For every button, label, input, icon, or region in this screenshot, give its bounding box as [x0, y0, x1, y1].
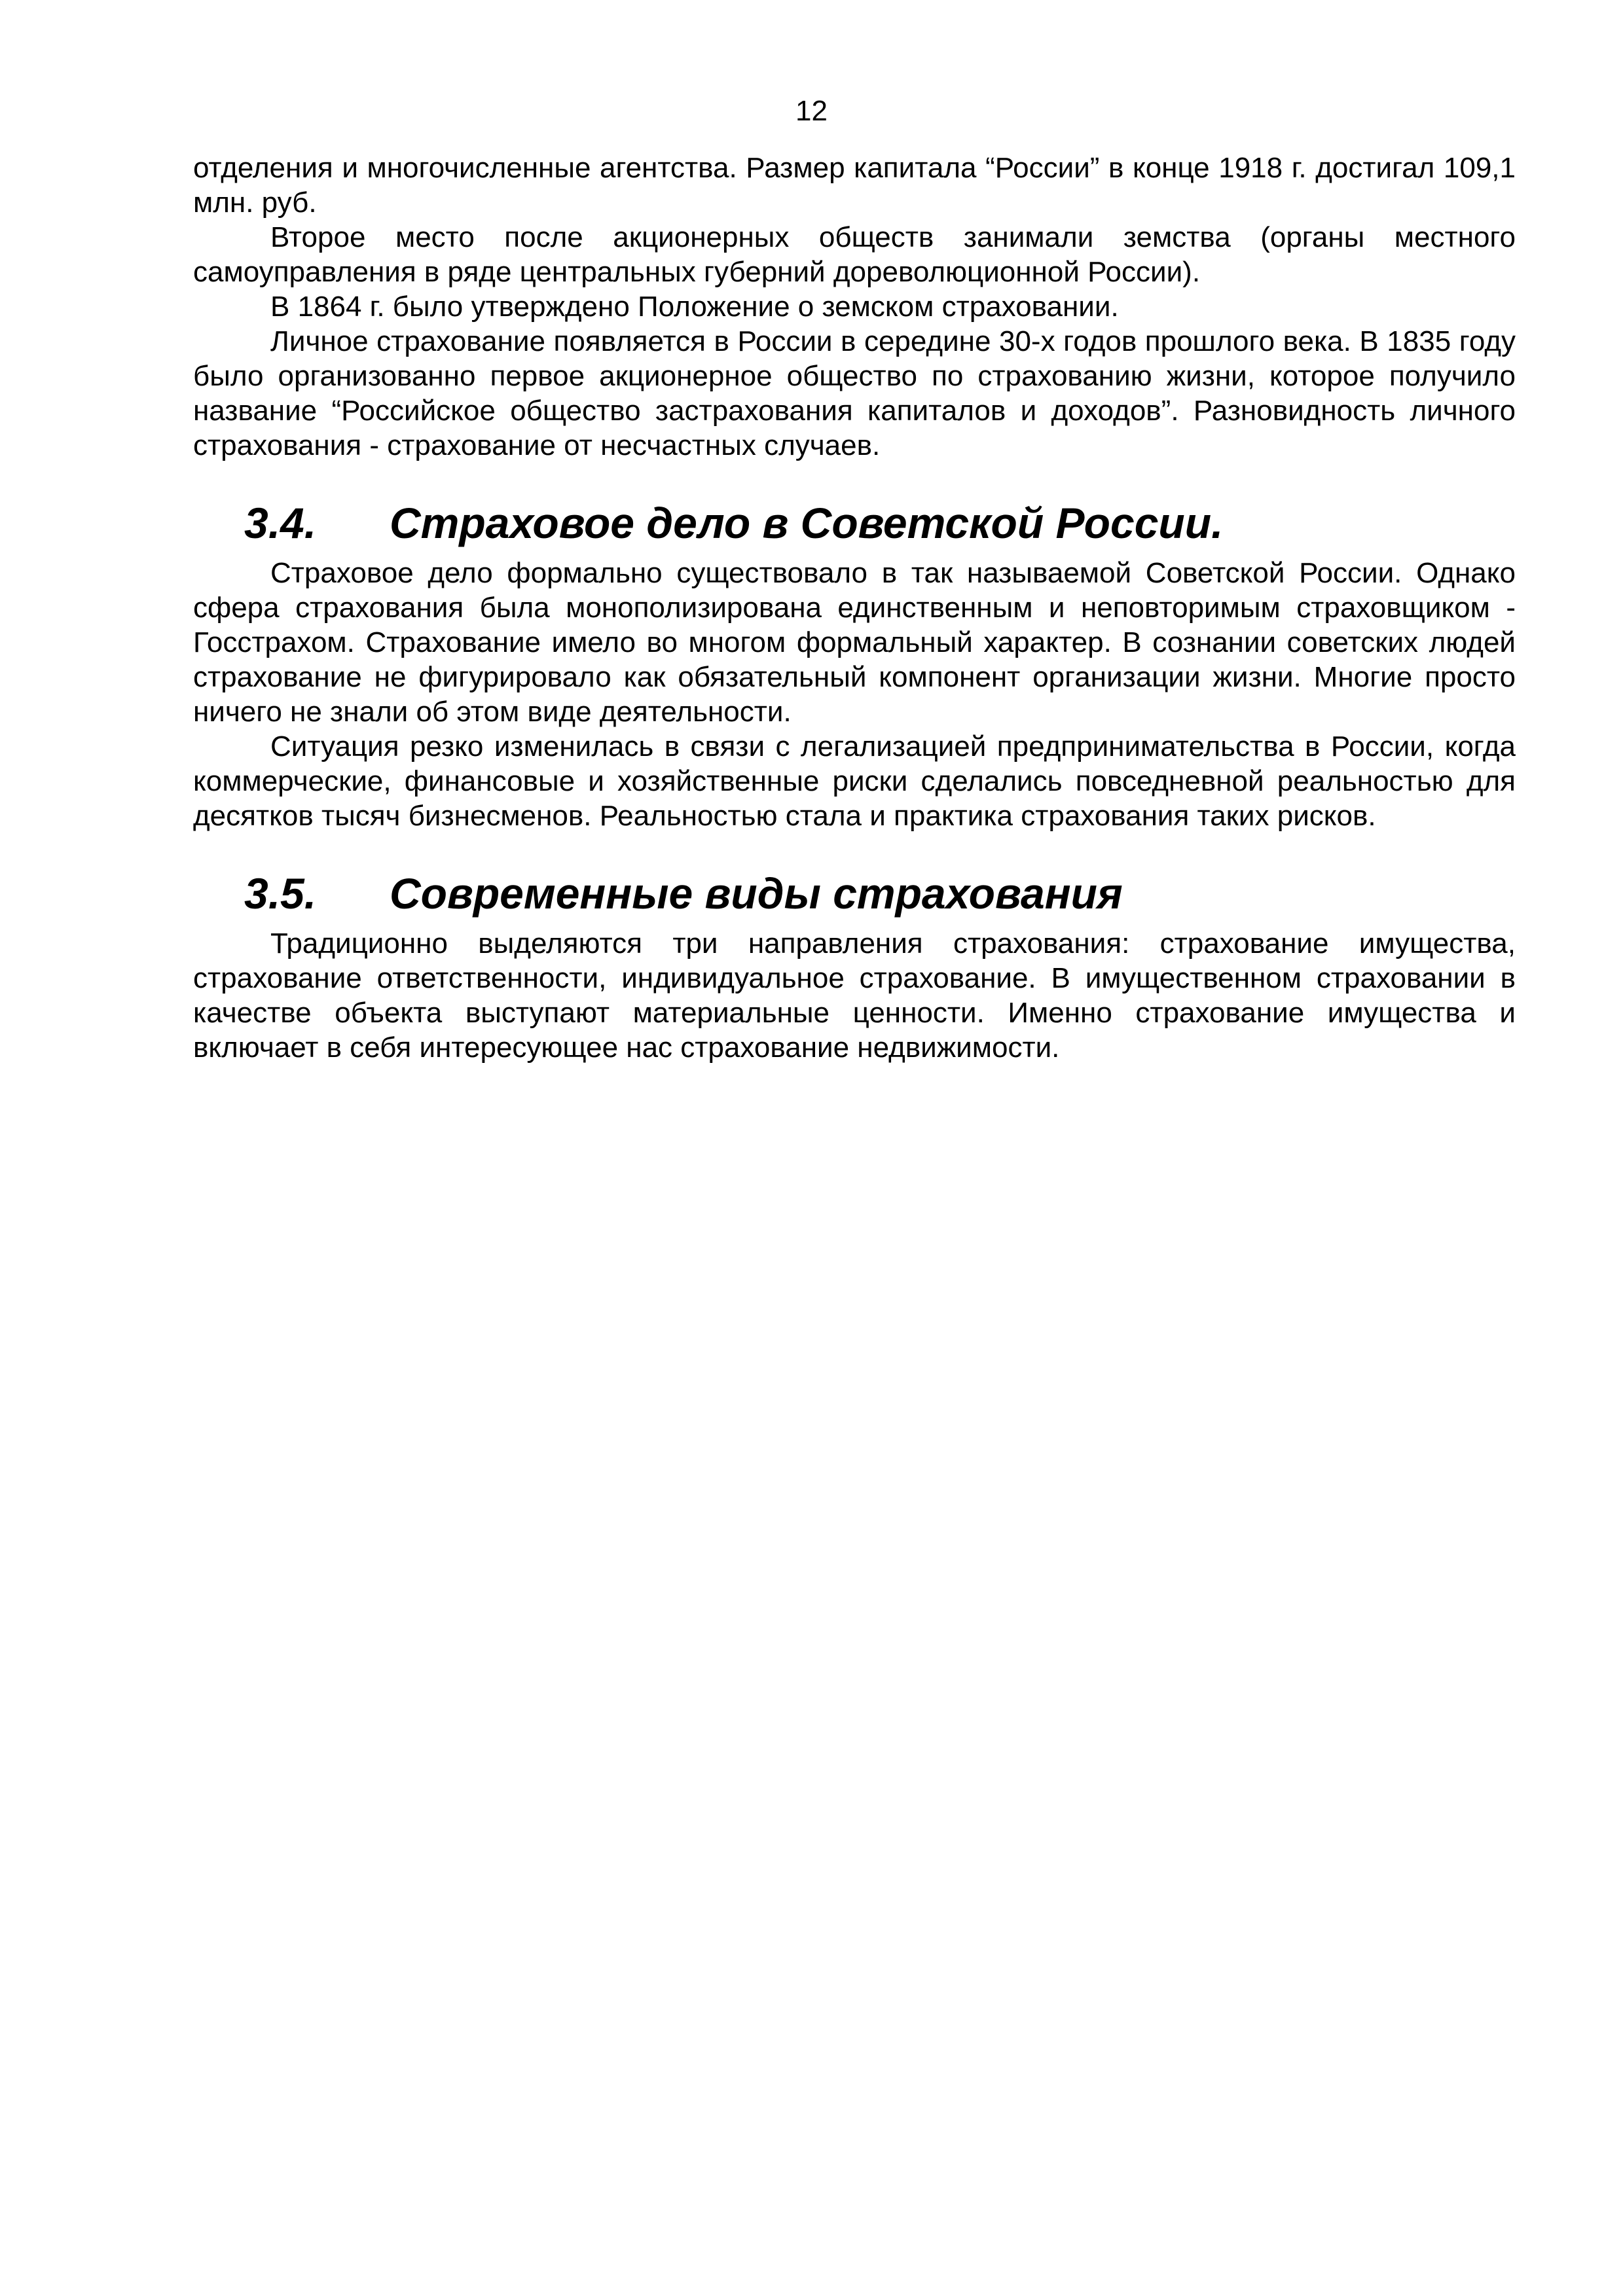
- document-body: [193, 151, 1516, 1065]
- section-heading-3-4: [193, 497, 1516, 549]
- section-number: 3.4.: [244, 499, 317, 547]
- paragraph-personal-insurance: Личное страхование появляется в России в середине 30-х годов прошлого века. В 1835 году было организованно первое акционерное общество по страхованию жизни, которое получило название “Российское общество застрахования капиталов и доходов”. Разновидность личного страхования - страхование от несчастных случаев.: [193, 325, 1516, 461]
- paragraph-soviet-insurance: Страховое дело формально существовало в так называемой Советской России. Однако сфера страхования была монополизирована единственным и неповторимым страховщиком - Госстрахом. Страхование имело во многом формальный характер. В сознании советских людей страхование не фигурировало как обязательный компонент организации жизни. Многие просто ничего не знали об этом виде деятельности.: [193, 557, 1516, 728]
- paragraph-continuation: отделения и многочисленные агентства. Размер капитала “России” в конце 1918 г. достигал 109,1 млн. руб.: [193, 152, 1516, 219]
- paragraph-situation-changed: Ситуация резко изменилась в связи с легализацией предпринимательства в России, когда коммерческие, финансовые и хозяйственные риски сделались повседневной реальностью для десятков тысяч бизнесменов. Реальностью стала и практика страхования таких рисков.: [193, 730, 1516, 832]
- paragraph-1864: В 1864 г. было утверждено Положение о земском страховании.: [270, 291, 1119, 323]
- section-title: Страховое дело в Советской России.: [390, 499, 1224, 547]
- section-heading-3-5: [193, 867, 1516, 920]
- section-title: Современные виды страхования: [390, 869, 1123, 918]
- paragraph-modern-insurance: Традиционно выделяются три направления страхования: страхование имущества, страхование ответственности, индивидуальное страхование. В имущественном страховании в качестве объекта выступают материальные ценности. Именно страхование имущества и включает в себя интересующее нас страхование недвижимости.: [193, 927, 1516, 1064]
- page-number: 12: [795, 95, 828, 127]
- paragraph-zemstvo: Второе место после акционерных обществ занимали земства (органы местного самоуправления в ряде центральных губерний дореволюционной России).: [193, 221, 1516, 288]
- section-number: 3.5.: [244, 869, 317, 918]
